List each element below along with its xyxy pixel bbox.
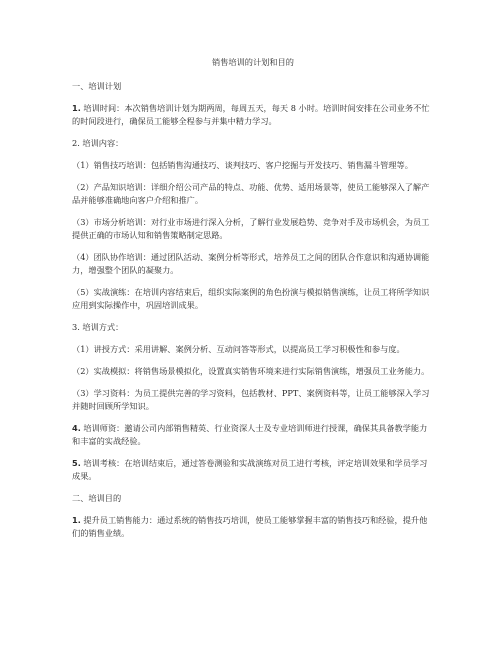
document-title: 销售培训的计划和目的 [212,57,294,67]
document-page [72,56,434,540]
paragraph-text: 培训师资：邀请公司内部销售精英、行业资深人士及专业培训师进行授课，确保其具备教学能力和丰富的实战经验。 [72,423,428,446]
paragraph-text: 培训时间：本次销售培训计划为期两周，每周五天，每天 8 小时。培训时间安排在公司业务不忙的时间段进行，确保员工能够全程参与并集中精力学习。 [72,103,430,126]
heading-training-content: 2. 培训内容： [72,138,124,148]
method-item-materials: （3）学习资料：为员工提供完善的学习资料，包括教材、PPT、案例资料等，让员工能够深入学习并随时回顾所学知识。 [72,388,430,411]
paragraph-assessment [72,457,434,483]
item-number: 4. [72,423,81,433]
content-item-market-analysis: （3）市场分析培训：对行业市场进行深入分析，了解行业发展趋势、竞争对手及市场机会，为员工提供正确的市场认知和销售策略制定思路。 [72,217,430,240]
content-item-product-knowledge: （2）产品知识培训：详细介绍公司产品的特点、功能、优势、适用场景等，使员工能够深入了解产品并能够准确地向客户介绍和推广。 [72,182,430,205]
heading-training-method: 3. 培训方式： [72,322,124,332]
content-item-sales-skills: （1）销售技巧培训：包括销售沟通技巧、谈判技巧、客户挖掘与开发技巧、销售漏斗管理等。 [72,160,413,170]
method-item-lecture: （1）讲授方式：采用讲解、案例分析、互动问答等形式，以提高员工学习积极性和参与度。 [72,344,405,354]
paragraph-purpose-1 [72,514,434,540]
item-number: 1. [72,515,81,525]
content-item-practice: （5）实战演练：在培训内容结束后，组织实际案例的角色扮演与模拟销售演练，让员工将所学知识应用到实际操作中，巩固培训成果。 [72,287,430,310]
method-item-simulation: （2）实战模拟：将销售场景模拟化，设置真实销售环境来进行实际销售演练，增强员工业务能力。 [72,366,430,376]
item-number: 1. [72,103,81,113]
paragraph-text: 培训考核：在培训结束后，通过答卷测验和实战演练对员工进行考核，评定培训效果和学员学习成果。 [72,458,428,481]
paragraph-trainers [72,422,434,448]
item-number: 5. [72,458,81,468]
content-item-teamwork: （4）团队协作培训：通过团队活动、案例分析等形式，培养员工之间的团队合作意识和沟通协调能力，增强整个团队的凝聚力。 [72,252,430,275]
paragraph-text: 提升员工销售能力：通过系统的销售技巧培训，使员工能够掌握丰富的销售技巧和经验，提升他们的销售业绩。 [72,515,428,538]
section-heading-plan: 一、培训计划 [72,81,122,91]
paragraph-training-time [72,102,434,128]
section-heading-purpose: 二、培训目的 [72,493,122,503]
